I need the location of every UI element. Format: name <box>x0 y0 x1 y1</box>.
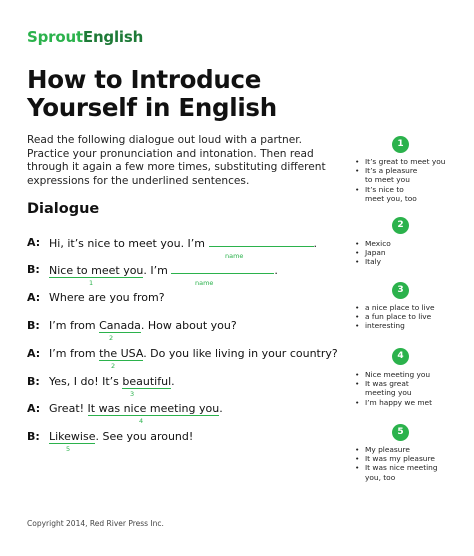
speaker-label: A: <box>27 347 41 360</box>
dialogue-text <box>49 236 317 251</box>
underlined-phrase: beautiful <box>122 375 172 388</box>
speaker-label: B: <box>27 375 40 388</box>
dialogue-text: Where are you from? <box>49 291 165 304</box>
list-item: • a fun place to live <box>355 312 467 321</box>
copyright-footer: Copyright 2014, Red River Press Inc. <box>27 519 164 528</box>
substitution-number: 3 <box>130 390 135 398</box>
logo-part-sprout: Sprout <box>27 28 83 46</box>
list-item: • Japan <box>355 248 467 257</box>
list-item: • It was nice meeting you, too <box>355 463 441 481</box>
speaker-label: A: <box>27 236 41 249</box>
dialogue-heading: Dialogue <box>27 201 100 217</box>
list-item: • It’s great to meet you <box>355 157 467 166</box>
dialogue-text-part: . I’m <box>143 264 168 277</box>
dialogue-punctuation: . <box>274 264 278 277</box>
list-item: • interesting <box>355 321 467 330</box>
speaker-label: A: <box>27 291 41 304</box>
list-item: • It’s a pleasure to meet you <box>355 166 425 184</box>
underlined-phrase: Canada <box>99 319 141 332</box>
blank-label: name <box>225 252 244 260</box>
dialogue-text <box>49 430 193 444</box>
dialogue-text-part: . See you around! <box>95 430 194 443</box>
dialogue-text-part: . <box>171 375 175 388</box>
list-item: • It’s nice to meet you, too <box>355 185 425 203</box>
dialogue-punctuation: . <box>313 237 318 250</box>
substitution-number: 1 <box>89 279 94 287</box>
name-blank <box>171 263 274 274</box>
dialogue-text <box>49 347 338 361</box>
substitution-list-3 <box>355 303 467 331</box>
speaker-label: B: <box>27 430 40 443</box>
list-item: • It was my pleasure <box>355 454 467 463</box>
list-item: • My pleasure <box>355 445 467 454</box>
underlined-phrase: It was nice meeting you <box>87 402 220 415</box>
substitution-badge-4: 4 <box>392 348 409 365</box>
substitution-number: 2 <box>109 334 114 342</box>
name-blank <box>209 236 314 247</box>
blank-label: name <box>195 279 214 287</box>
dialogue-text <box>49 402 223 416</box>
underlined-phrase: Likewise <box>49 430 96 443</box>
brand-logo <box>27 28 143 46</box>
speaker-label: B: <box>27 319 40 332</box>
speaker-label: B: <box>27 263 40 276</box>
page-title: How to Introduce Yourself in English <box>27 65 277 122</box>
dialogue-text-part: Great! <box>49 402 88 415</box>
substitution-badge-1: 1 <box>392 136 409 153</box>
list-item: • I’m happy we met <box>355 398 467 407</box>
substitution-badge-5: 5 <box>392 424 409 441</box>
substitution-number: 2 <box>111 362 116 370</box>
list-item: • a nice place to live <box>355 303 467 312</box>
dialogue-text <box>49 319 237 333</box>
dialogue-text-part: . How about you? <box>140 319 237 332</box>
underlined-phrase: Nice to meet you <box>49 264 144 277</box>
underlined-phrase: the USA <box>99 347 144 360</box>
dialogue-text-part: I’m from <box>49 319 100 332</box>
substitution-badge-2: 2 <box>392 217 409 234</box>
list-item: • Mexico <box>355 239 467 248</box>
dialogue-text-part: I’m from <box>49 347 100 360</box>
dialogue-text-part: Yes, I do! It’s <box>49 375 123 388</box>
substitution-list-4 <box>355 370 467 407</box>
intro-paragraph: Read the following dialogue out loud with a partner. Practice your pronunciation and intonation. Then read through it again a few more times, substituting different expressions for the underlined sentences. <box>27 134 326 187</box>
list-item: • Italy <box>355 257 467 266</box>
substitution-number: 5 <box>66 445 71 453</box>
substitution-list-2 <box>355 239 467 267</box>
list-item: • It was great meeting you <box>355 379 425 397</box>
dialogue-text-part: . <box>219 402 223 415</box>
dialogue-text-part: Hi, it’s nice to meet you. I’m <box>49 237 206 250</box>
dialogue-text <box>49 375 175 389</box>
substitution-number: 4 <box>139 417 144 425</box>
logo-part-english: English <box>82 28 144 46</box>
dialogue-text-part: . Do you like living in your country? <box>143 347 338 360</box>
substitution-list-1 <box>355 157 467 203</box>
substitution-list-5 <box>355 445 467 482</box>
list-item: • Nice meeting you <box>355 370 467 379</box>
substitution-badge-3: 3 <box>392 282 409 299</box>
speaker-label: A: <box>27 402 41 415</box>
dialogue-text <box>49 263 278 278</box>
